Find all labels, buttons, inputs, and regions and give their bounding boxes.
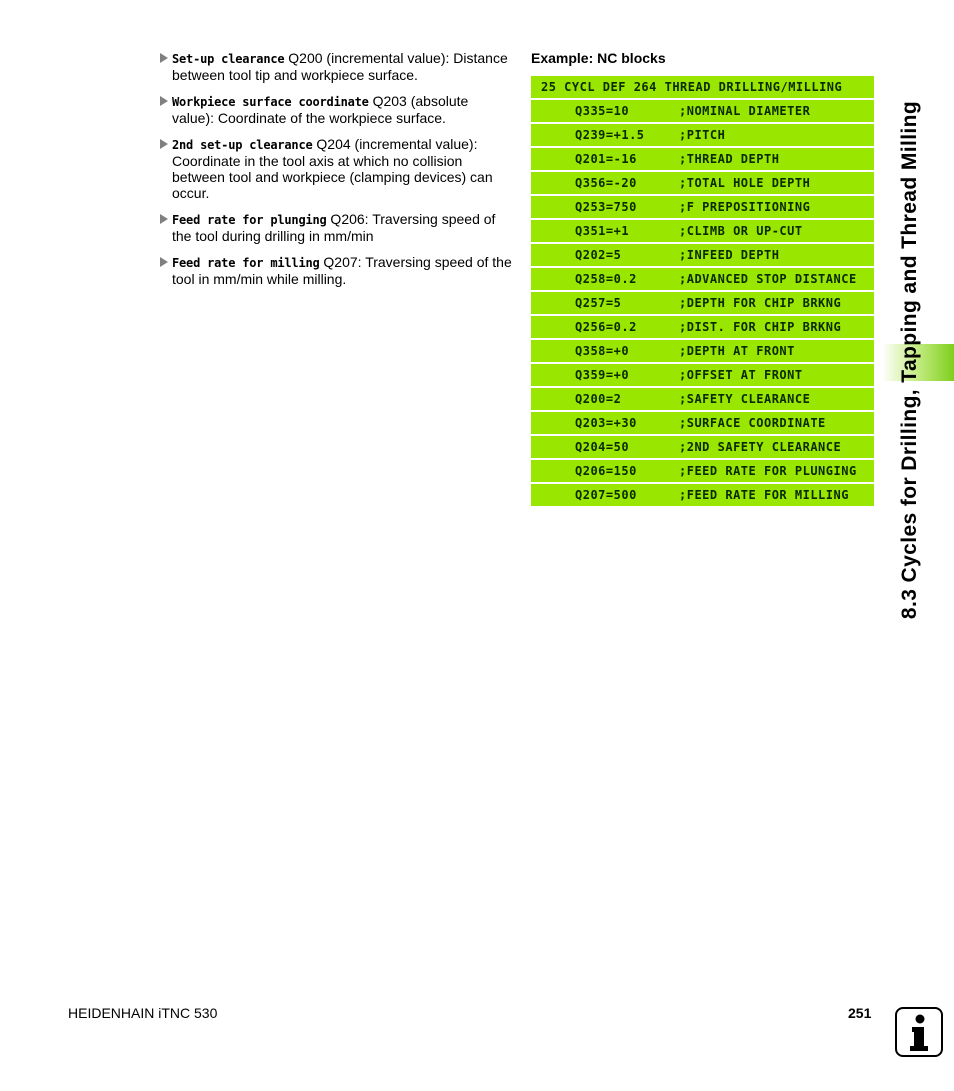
nc-comment: ;OFFSET AT FRONT xyxy=(679,368,803,382)
param-desc: Q203 (absolute xyxy=(368,93,469,109)
info-icon xyxy=(895,1007,943,1057)
example-title: Example: NC blocks xyxy=(531,50,666,66)
nc-param: Q239=+1.5 xyxy=(575,128,645,142)
nc-param: Q358=+0 xyxy=(575,344,630,358)
triangle-bullet-icon xyxy=(160,214,168,224)
param-item xyxy=(160,211,512,244)
nc-row xyxy=(531,148,874,170)
nc-comment: ;DEPTH AT FRONT xyxy=(679,344,795,358)
nc-param: Q256=0.2 xyxy=(575,320,637,334)
triangle-bullet-icon xyxy=(160,96,168,106)
side-chapter-title-text: 8.3 Cycles for Drilling, Tapping and Thread Milling xyxy=(898,100,921,620)
nc-row xyxy=(531,172,874,194)
nc-row xyxy=(531,484,874,506)
nc-row xyxy=(531,124,874,146)
info-glyph xyxy=(897,1009,941,1055)
nc-comment: ;NOMINAL DIAMETER xyxy=(679,104,811,118)
nc-row xyxy=(531,196,874,218)
nc-comment: ;FEED RATE FOR PLUNGING xyxy=(679,464,857,478)
nc-comment: ;ADVANCED STOP DISTANCE xyxy=(679,272,857,286)
nc-comment: ;DIST. FOR CHIP BRKNG xyxy=(679,320,842,334)
triangle-bullet-icon xyxy=(160,53,168,63)
nc-comment: ;TOTAL HOLE DEPTH xyxy=(679,176,811,190)
nc-row xyxy=(531,364,874,386)
nc-param: Q335=10 xyxy=(575,104,630,118)
triangle-bullet-icon xyxy=(160,139,168,149)
nc-param: Q356=-20 xyxy=(575,176,637,190)
param-item xyxy=(160,93,512,126)
nc-row xyxy=(531,316,874,338)
nc-comment: ;PITCH xyxy=(679,128,726,142)
param-desc-cont: Coordinate in the tool axis at which no collision between tool and workpiece (clamping devices) can occur. xyxy=(172,153,493,201)
param-desc-cont: tool in mm/min while milling. xyxy=(172,271,347,287)
nc-comment: ;INFEED DEPTH xyxy=(679,248,780,262)
nc-comment: ;THREAD DEPTH xyxy=(679,152,780,166)
nc-param: Q351=+1 xyxy=(575,224,630,238)
param-code: Feed rate for milling xyxy=(172,256,320,270)
param-item xyxy=(160,50,512,83)
nc-row xyxy=(531,100,874,122)
nc-comment: ;SURFACE COORDINATE xyxy=(679,416,826,430)
param-code: Set-up clearance xyxy=(172,52,285,66)
nc-param: Q257=5 xyxy=(575,296,622,310)
nc-param: Q359=+0 xyxy=(575,368,630,382)
param-desc-cont: between tool tip and workpiece surface. xyxy=(172,67,418,83)
triangle-bullet-icon xyxy=(160,257,168,267)
param-desc-cont: the tool during drilling in mm/min xyxy=(172,228,374,244)
nc-row xyxy=(531,220,874,242)
param-item xyxy=(160,136,512,201)
param-desc: Q204 (incremental value): xyxy=(312,136,478,152)
nc-comment: ;2ND SAFETY CLEARANCE xyxy=(679,440,842,454)
nc-row xyxy=(531,244,874,266)
parameter-list xyxy=(160,50,512,297)
param-desc: Q206: Traversing speed of xyxy=(326,211,496,227)
nc-header-row: 25 CYCL DEF 264 THREAD DRILLING/MILLING xyxy=(531,76,874,98)
nc-param: Q201=-16 xyxy=(575,152,637,166)
nc-row xyxy=(531,436,874,458)
nc-param: Q207=500 xyxy=(575,488,637,502)
param-desc: Q207: Traversing speed of the xyxy=(319,254,512,270)
nc-row xyxy=(531,268,874,290)
nc-comment: ;F PREPOSITIONING xyxy=(679,200,811,214)
param-code: Workpiece surface coordinate xyxy=(172,95,369,109)
nc-comment: ;CLIMB OR UP-CUT xyxy=(679,224,803,238)
nc-param: Q258=0.2 xyxy=(575,272,637,286)
param-code: Feed rate for plunging xyxy=(172,213,327,227)
nc-param: Q204=50 xyxy=(575,440,630,454)
param-item xyxy=(160,254,512,287)
nc-row xyxy=(531,412,874,434)
param-desc: Q200 (incremental value): Distance xyxy=(284,50,508,66)
nc-param: Q202=5 xyxy=(575,248,622,262)
nc-block-table xyxy=(531,76,874,506)
param-desc-cont: value): Coordinate of the workpiece surface. xyxy=(172,110,446,126)
nc-comment: ;SAFETY CLEARANCE xyxy=(679,392,811,406)
nc-example xyxy=(531,50,874,508)
nc-param: Q203=+30 xyxy=(575,416,637,430)
nc-row xyxy=(531,388,874,410)
nc-param: Q206=150 xyxy=(575,464,637,478)
nc-comment: ;FEED RATE FOR MILLING xyxy=(679,488,849,502)
nc-param: Q253=750 xyxy=(575,200,637,214)
page-number: 251 xyxy=(848,1005,872,1021)
nc-param: Q200=2 xyxy=(575,392,622,406)
param-code: 2nd set-up clearance xyxy=(172,138,313,152)
nc-comment: ;DEPTH FOR CHIP BRKNG xyxy=(679,296,842,310)
nc-row xyxy=(531,340,874,362)
nc-row xyxy=(531,460,874,482)
footer-manual-name: HEIDENHAIN iTNC 530 xyxy=(68,1005,218,1021)
nc-row xyxy=(531,292,874,314)
